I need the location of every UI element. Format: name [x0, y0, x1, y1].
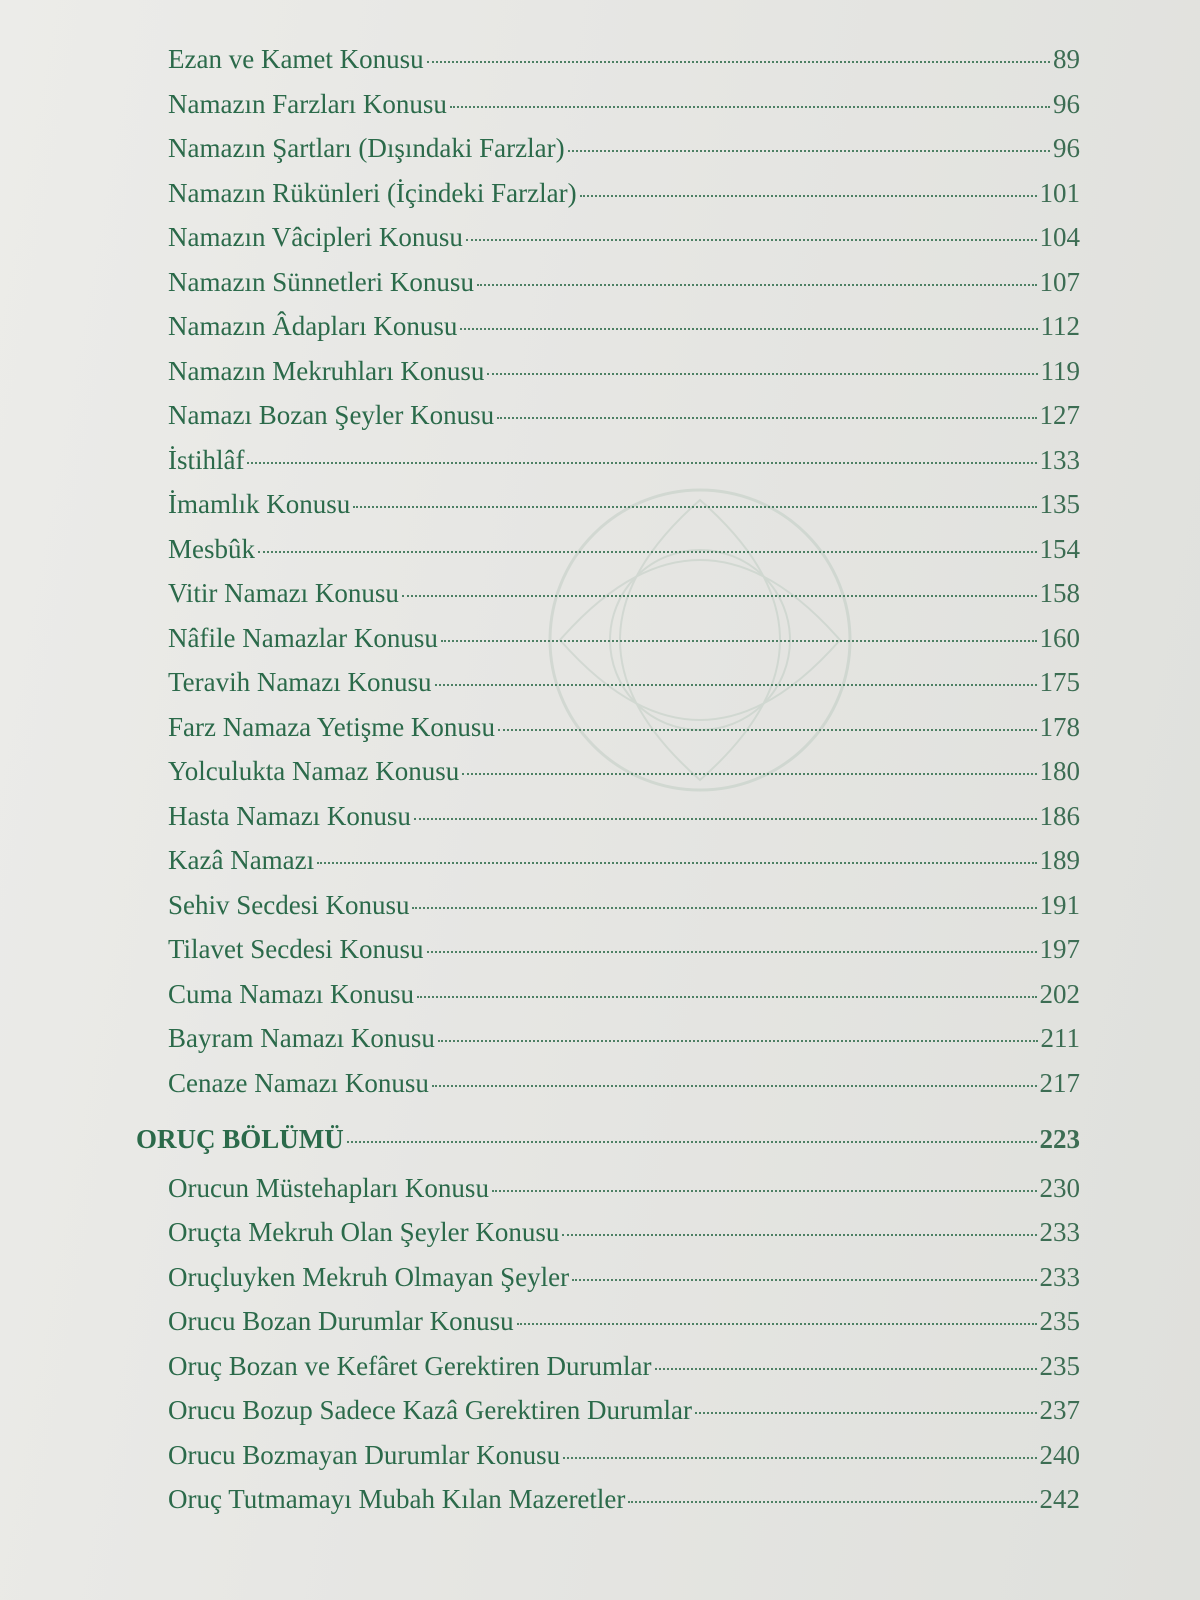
toc-entry-page: 158: [1039, 578, 1080, 608]
dot-leader: [487, 373, 1037, 375]
toc-entry-page: 189: [1039, 845, 1080, 875]
dot-leader: [435, 684, 1037, 686]
dot-leader: [353, 506, 1036, 508]
toc-entry[interactable]: [136, 133, 1080, 178]
toc-section-title: ORUÇ BÖLÜMÜ: [136, 1124, 344, 1154]
toc-entry[interactable]: [136, 1217, 1080, 1262]
dot-leader: [628, 1501, 1036, 1503]
dot-leader: [655, 1368, 1037, 1370]
dot-leader: [417, 996, 1037, 998]
dot-leader: [580, 195, 1037, 197]
toc-entry-title: Mesbûk: [168, 533, 255, 564]
toc-entry-page: 180: [1039, 756, 1080, 786]
dot-leader: [563, 1457, 1036, 1459]
toc-entry[interactable]: [136, 801, 1080, 846]
dot-leader: [258, 551, 1037, 553]
toc-entry[interactable]: [136, 1306, 1080, 1351]
toc-entry[interactable]: [136, 934, 1080, 979]
toc-entry-title: Tilavet Secdesi Konusu: [168, 934, 424, 964]
toc-entry-page: 242: [1039, 1484, 1080, 1514]
toc-entry-title: Orucu Bozan Durumlar Konusu: [168, 1306, 514, 1336]
toc-entries-salat: [136, 44, 1080, 1112]
toc-entry[interactable]: [136, 356, 1080, 401]
toc-entry-page: 230: [1039, 1172, 1080, 1203]
toc-entry-title: Kazâ Namazı: [168, 845, 315, 875]
dot-leader: [427, 61, 1050, 63]
toc-entry-title: Namazı Bozan Şeyler Konusu: [168, 400, 495, 430]
toc-entry[interactable]: [136, 89, 1080, 134]
dot-leader: [477, 284, 1037, 286]
toc-entry[interactable]: [136, 534, 1080, 579]
toc-entry-title: Namazın Mekruhları Konusu: [168, 355, 485, 386]
dot-leader: [568, 150, 1050, 152]
toc-entry-title: Sehiv Secdesi Konusu: [168, 889, 410, 920]
toc-entry-title: İmamlık Konusu: [168, 489, 351, 519]
toc-entry-page: 233: [1039, 1261, 1080, 1292]
toc-entry[interactable]: [136, 712, 1080, 757]
dot-leader: [432, 1085, 1037, 1087]
table-of-contents: [136, 44, 1080, 1529]
toc-entry-title: Oruçluyken Mekruh Olmayan Şeyler: [168, 1261, 570, 1292]
toc-entries-fasting: [136, 1173, 1080, 1529]
toc-entry-title: Cuma Namazı Konusu: [168, 978, 414, 1009]
toc-entry[interactable]: [136, 44, 1080, 89]
toc-entry[interactable]: [136, 845, 1080, 890]
toc-entry-page: 191: [1039, 889, 1080, 920]
toc-entry-page: 233: [1039, 1217, 1080, 1247]
toc-entry-title: Oruç Bozan ve Kefâret Gerektiren Durumlar: [168, 1350, 652, 1381]
toc-entry-title: Namazın Farzları Konusu: [168, 88, 447, 119]
toc-entry-page: 107: [1039, 266, 1080, 297]
toc-entry-title: Orucu Bozmayan Durumlar Konusu: [168, 1439, 561, 1470]
dot-leader: [497, 417, 1036, 419]
dot-leader: [427, 951, 1037, 953]
toc-entry-title: Bayram Namazı Konusu: [168, 1023, 435, 1053]
toc-entry-title: Farz Namaza Yetişme Konusu: [168, 711, 495, 742]
dot-leader: [462, 773, 1036, 775]
toc-entry[interactable]: [136, 1440, 1080, 1485]
dot-leader: [498, 729, 1037, 731]
toc-entry-page: 211: [1040, 1023, 1080, 1053]
toc-entry[interactable]: [136, 1395, 1080, 1440]
toc-entry-page: 237: [1039, 1395, 1080, 1425]
toc-entry-page: 202: [1039, 978, 1080, 1009]
toc-entry[interactable]: [136, 267, 1080, 312]
dot-leader: [562, 1234, 1036, 1236]
toc-entry[interactable]: [136, 1068, 1080, 1113]
toc-section-page: 223: [1039, 1124, 1080, 1154]
toc-entry-page: 96: [1053, 88, 1080, 119]
dot-leader: [460, 328, 1037, 330]
toc-entry-title: Hasta Namazı Konusu: [168, 800, 411, 831]
toc-entry-title: Oruç Tutmamayı Mubah Kılan Mazeretler: [168, 1484, 626, 1514]
dot-leader: [247, 462, 1036, 464]
toc-entry-title: Vitir Namazı Konusu: [168, 578, 399, 608]
toc-entry[interactable]: [136, 400, 1080, 445]
dot-leader: [441, 640, 1037, 642]
toc-entry-title: Namazın Sünnetleri Konusu: [168, 266, 474, 297]
dot-leader: [450, 106, 1050, 108]
toc-entry[interactable]: [136, 1023, 1080, 1068]
toc-entry[interactable]: [136, 979, 1080, 1024]
dot-leader: [466, 239, 1037, 241]
toc-section-heading[interactable]: [136, 1124, 1080, 1169]
toc-entry-page: 217: [1039, 1067, 1080, 1098]
toc-entry-page: 112: [1040, 311, 1080, 341]
toc-entry-page: 235: [1039, 1306, 1080, 1336]
toc-entry-title: Ezan ve Kamet Konusu: [168, 44, 424, 74]
toc-entry[interactable]: [136, 222, 1080, 267]
toc-entry[interactable]: [136, 756, 1080, 801]
dot-leader: [414, 818, 1037, 820]
toc-entry-title: Teravih Namazı Konusu: [168, 667, 432, 697]
toc-entry[interactable]: [136, 1173, 1080, 1218]
toc-entry-title: Namazın Rükünleri (İçindeki Farzlar): [168, 177, 577, 208]
toc-entry[interactable]: [136, 890, 1080, 935]
toc-entry[interactable]: [136, 578, 1080, 623]
toc-entry-title: Namazın Şartları (Dışındaki Farzlar): [168, 133, 565, 163]
toc-entry-page: 101: [1039, 177, 1080, 208]
dot-leader: [695, 1412, 1036, 1414]
toc-entry-page: 160: [1039, 622, 1080, 653]
dot-leader: [572, 1279, 1036, 1281]
toc-entry-title: Orucu Bozup Sadece Kazâ Gerektiren Durumlar: [168, 1395, 693, 1425]
toc-entry-page: 178: [1039, 711, 1080, 742]
dot-leader: [317, 862, 1036, 864]
toc-entry-title: Orucun Müstehapları Konusu: [168, 1172, 489, 1203]
toc-entry[interactable]: [136, 1262, 1080, 1307]
toc-entry-page: 135: [1039, 489, 1080, 519]
toc-entry-page: 133: [1039, 444, 1080, 475]
dot-leader: [412, 907, 1036, 909]
toc-entry-page: 89: [1053, 44, 1080, 74]
dot-leader: [517, 1323, 1037, 1325]
toc-entry-title: Namazın Âdapları Konusu: [168, 311, 458, 341]
toc-entry[interactable]: [136, 667, 1080, 712]
toc-entry-page: 175: [1039, 667, 1080, 697]
toc-entry-title: Cenaze Namazı Konusu: [168, 1067, 429, 1098]
toc-entry-page: 127: [1039, 400, 1080, 430]
toc-entry-page: 119: [1040, 355, 1080, 386]
toc-entry[interactable]: [136, 178, 1080, 223]
dot-leader: [402, 595, 1037, 597]
toc-entry-title: Nâfile Namazlar Konusu: [168, 622, 438, 653]
toc-entry-title: Yolculukta Namaz Konusu: [168, 756, 460, 786]
toc-entry-title: Oruçta Mekruh Olan Şeyler Konusu: [168, 1217, 560, 1247]
toc-entry-title: Namazın Vâcipleri Konusu: [168, 222, 463, 252]
toc-entry-page: 154: [1039, 533, 1080, 564]
dot-leader: [438, 1040, 1038, 1042]
toc-entry-page: 104: [1039, 222, 1080, 252]
toc-entry[interactable]: [136, 623, 1080, 668]
toc-entry[interactable]: [136, 489, 1080, 534]
dot-leader: [347, 1141, 1037, 1143]
toc-entry-title: İstihlâf: [168, 444, 245, 475]
toc-entry-page: 197: [1039, 934, 1080, 964]
dot-leader: [492, 1190, 1037, 1192]
toc-entry[interactable]: [136, 445, 1080, 490]
toc-entry-page: 235: [1039, 1350, 1080, 1381]
toc-entry[interactable]: [136, 311, 1080, 356]
toc-entry[interactable]: [136, 1351, 1080, 1396]
toc-entry-page: 186: [1039, 800, 1080, 831]
toc-entry-page: 96: [1053, 133, 1080, 163]
toc-entry-page: 240: [1039, 1439, 1080, 1470]
toc-entry[interactable]: [136, 1484, 1080, 1529]
